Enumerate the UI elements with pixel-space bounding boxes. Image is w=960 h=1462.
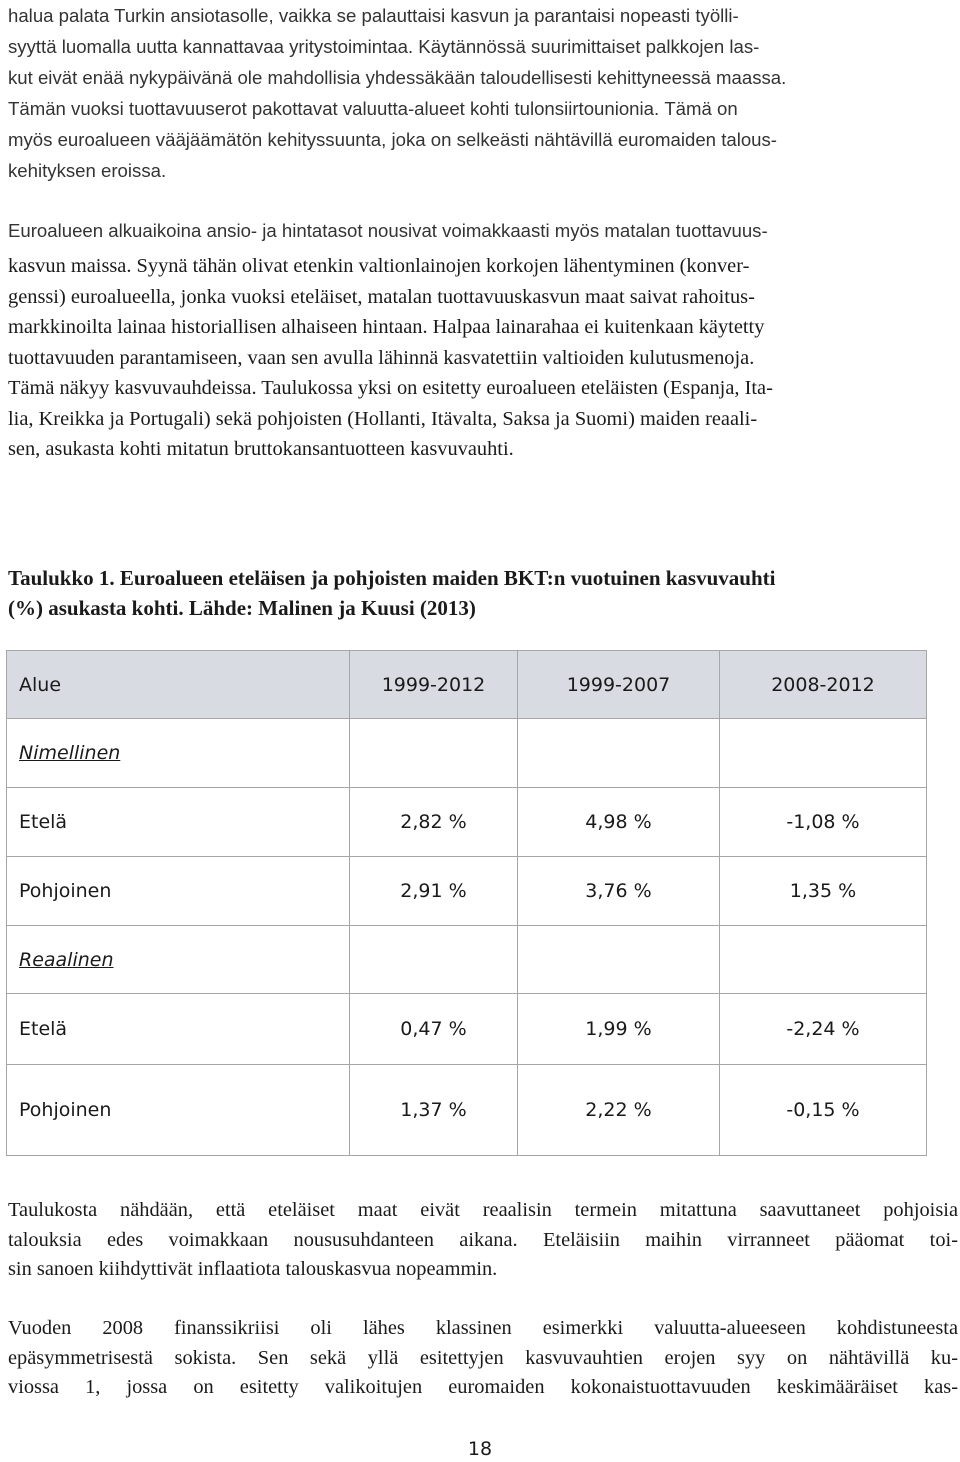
paragraph-2-intro — [8, 215, 958, 246]
empty-cell — [350, 719, 518, 788]
text-line: syyttä luomalla uutta kannattavaa yritystoimintaa. Käytännössä suurimittaiset palkkojen las- — [8, 36, 760, 57]
value-cell: 1,37 % — [350, 1065, 518, 1156]
text-line: kasvun maissa. Syynä tähän olivat etenkin valtionlainojen korkojen lähentyminen (konver- — [8, 255, 750, 277]
table-header-row — [7, 651, 927, 719]
paragraph-1 — [8, 0, 958, 186]
value-cell: 2,22 % — [518, 1065, 720, 1156]
region-cell: Etelä — [7, 994, 350, 1065]
text-line: talouksia edes voimakkaan noususuhdanteen aikana. Eteläisiin maihin virranneet pääomat toi- — [8, 1228, 958, 1251]
section-label: Reaalinen — [19, 948, 114, 971]
value-cell: 1,99 % — [518, 994, 720, 1065]
text-line: genssi) euroalueella, jonka vuoksi eteläiset, matalan tuottavuuskasvun maat saivat rahoitus- — [8, 285, 755, 308]
text-line: viossa 1, jossa on esitetty valikoitujen euromaiden kokonaistuottavuuden keskimääräiset kas- — [8, 1376, 958, 1398]
region-cell: Pohjoinen — [7, 1065, 350, 1156]
header-cell: 1999-2007 — [518, 651, 720, 719]
value-cell: 2,91 % — [350, 857, 518, 926]
text-line: kut eivät enää nykypäivänä ole mahdollisia yhdessäkään taloudellisesti kehittyneessä maassa. — [8, 67, 787, 88]
value-cell: 2,82 % — [350, 788, 518, 857]
empty-cell — [518, 719, 720, 788]
text-line: markkinoilta lainaa historiallisen alhaiseen hintaan. Halpaa lainarahaa ei kuitenkaan käytetty — [8, 316, 765, 338]
table-caption — [8, 563, 958, 623]
header-cell: Alue — [7, 651, 350, 719]
value-cell: 4,98 % — [518, 788, 720, 857]
caption-line: Taulukko 1. Euroalueen eteläisen ja pohjoisten maiden BKT:n vuotuinen kasvuvauhti — [8, 566, 776, 590]
value-cell: 3,76 % — [518, 857, 720, 926]
gdp-growth-table — [6, 650, 927, 1156]
text-line: Vuoden 2008 finanssikriisi oli lähes klassinen esimerkki valuutta-alueeseen kohdistuneesta — [8, 1317, 958, 1339]
text-line: halua palata Turkin ansiotasolle, vaikka se palauttaisi kasvun ja parantaisi nopeasti työlli- — [8, 5, 739, 26]
empty-cell — [518, 926, 720, 994]
text-line: sen, asukasta kohti mitatun bruttokansantuotteen kasvuvauhti. — [8, 438, 514, 460]
paragraph-3 — [8, 1196, 958, 1285]
text-line: tuottavuuden parantamiseen, vaan sen avulla lähinnä kasvatettiin valtioiden kulutusmenoja. — [8, 346, 755, 369]
page-number: 18 — [467, 1438, 493, 1460]
empty-cell — [350, 926, 518, 994]
value-cell: 0,47 % — [350, 994, 518, 1065]
text-line: Euroalueen alkuaikoina ansio- ja hintatasot nousivat voimakkaasti myös matalan tuottavuus- — [8, 220, 768, 241]
text-line: Tämän vuoksi tuottavuuserot pakottavat valuutta-alueet kohti tulonsiirtounioniа. Tämä on — [8, 98, 738, 119]
paragraph-4 — [8, 1314, 958, 1403]
section-label-cell — [7, 926, 350, 994]
table-row — [7, 788, 927, 857]
table-section-row — [7, 926, 927, 994]
region-cell: Etelä — [7, 788, 350, 857]
value-cell: -0,15 % — [720, 1065, 927, 1156]
text-line: lia, Kreikka ja Portugali) sekä pohjoisten (Hollanti, Itävalta, Saksa ja Suomi) maiden reaali- — [8, 407, 758, 430]
table-row — [7, 1065, 927, 1156]
table-row — [7, 857, 927, 926]
section-label: Nimellinen — [19, 742, 121, 764]
value-cell: -2,24 % — [720, 994, 927, 1065]
region-cell: Pohjoinen — [7, 857, 350, 926]
empty-cell — [720, 926, 927, 994]
header-cell: 1999-2012 — [350, 651, 518, 719]
text-line: myös euroalueen vääjäämätön kehityssuunta, joka on selkeästi nähtävillä euromaiden talous- — [8, 129, 777, 150]
empty-cell — [720, 719, 927, 788]
paragraph-2 — [8, 251, 958, 465]
table-section-row — [7, 719, 927, 788]
text-line: Tämä näkyy kasvuvauhdeissa. Taulukossa yksi on esitetty euroalueen eteläisten (Espanja, Ita- — [8, 377, 773, 399]
value-cell: 1,35 % — [720, 857, 927, 926]
text-line: Taulukosta nähdään, että eteläiset maat eivät reaalisin termein mitattuna saavuttaneet pohjoisia — [8, 1199, 958, 1221]
caption-line: (%) asukasta kohti. Lähde: Malinen ja Kuusi (2013) — [8, 596, 476, 620]
table-row — [7, 994, 927, 1065]
text-line: kehityksen eroissa. — [8, 160, 167, 181]
header-cell: 2008-2012 — [720, 651, 927, 719]
value-cell: -1,08 % — [720, 788, 927, 857]
text-line: epäsymmetrisestä sokista. Sen sekä yllä esitettyjen kasvuvauhtien erojen syy on nähtävillä ku- — [8, 1346, 958, 1369]
section-label-cell — [7, 719, 350, 788]
text-line: sin sanoen kiihdyttivät inflaatiota talouskasvua nopeammin. — [8, 1258, 498, 1280]
